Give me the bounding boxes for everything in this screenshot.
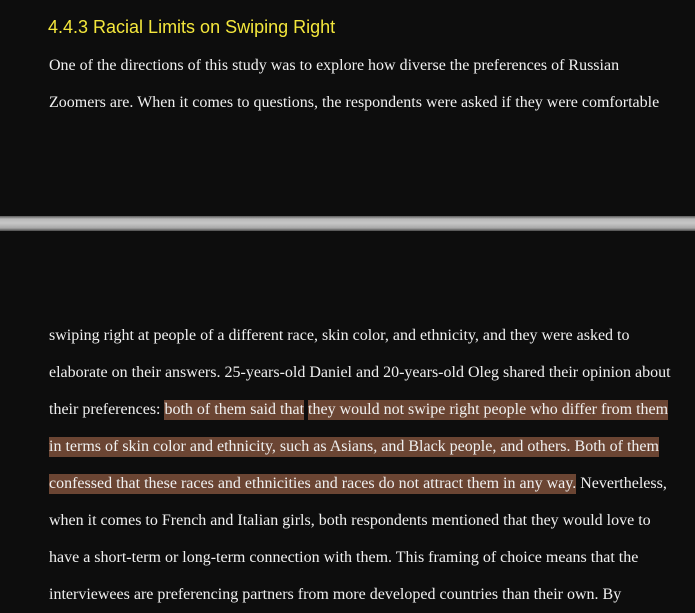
paragraph-line — [49, 436, 659, 458]
section-heading: 4.4.3 Racial Limits on Swiping Right — [48, 17, 336, 37]
paragraph-line: interviewees are preferencing partners from more developed countries than their own. By — [49, 586, 622, 603]
paragraph-line: One of the directions of this study was to explore how diverse the preferences of Russian — [49, 57, 620, 74]
paragraph-line: Zoomers are. When it comes to questions, the respondents were asked if they were comfortable — [49, 94, 660, 111]
document-page-top — [0, 0, 695, 216]
page-separator — [0, 216, 695, 231]
paragraph-line: have a short-term or long-term connection with them. This framing of choice means that the — [49, 549, 639, 566]
paragraph-line — [49, 399, 668, 421]
document-page-bottom — [0, 231, 695, 613]
paragraph-line: when it comes to French and Italian girls, both respondents mentioned that they would love to — [49, 512, 651, 529]
paragraph-line: swiping right at people of a different race, skin color, and ethnicity, and they were asked to — [49, 327, 630, 344]
highlighted-text[interactable]: confessed that these races and ethnicities and races do not attract them in any way. — [49, 475, 577, 492]
paragraph-line — [49, 473, 667, 495]
highlighted-text[interactable]: both of them said that — [164, 401, 305, 418]
highlighted-text[interactable]: in terms of skin color and ethnicity, such as Asians, and Black people, and others. Both of them — [49, 438, 659, 455]
text-segment: their preferences: — [49, 401, 165, 418]
highlighted-text[interactable]: they would not swipe right people who differ from them — [308, 401, 669, 418]
text-segment: Nevertheless, — [576, 475, 667, 492]
paragraph-line: elaborate on their answers. 25-years-old Daniel and 20-years-old Oleg shared their opinion about — [49, 364, 671, 381]
